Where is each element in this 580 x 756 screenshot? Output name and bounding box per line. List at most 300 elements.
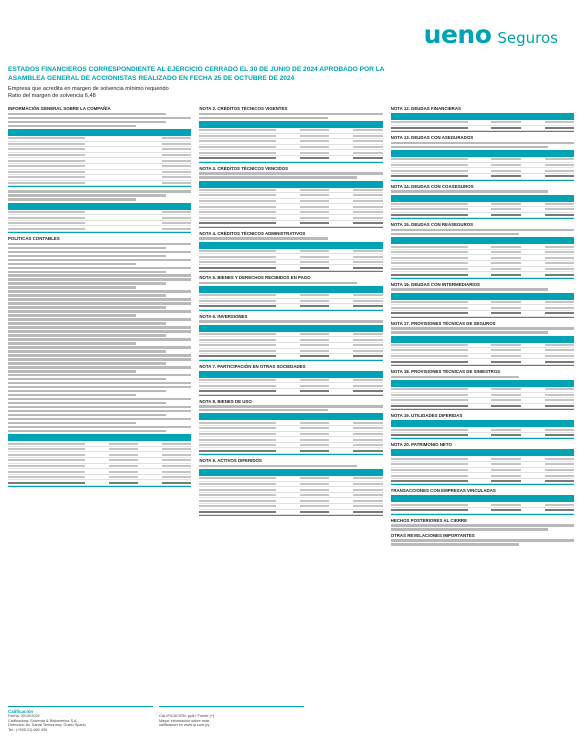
- table-cell: [162, 228, 191, 230]
- table-cell: [8, 165, 85, 167]
- text-line: [8, 318, 191, 320]
- ueno-seguros-logo: [424, 20, 558, 49]
- table-cell: [199, 444, 276, 446]
- table-row: [199, 389, 382, 395]
- text-line: [8, 390, 166, 392]
- table-cell: [300, 344, 329, 346]
- table-cell: [391, 405, 468, 407]
- table-row: [391, 272, 574, 278]
- table-cell: [491, 349, 520, 351]
- table-cell: [353, 390, 382, 392]
- table-cell: [491, 469, 520, 471]
- table-cell: [491, 262, 520, 264]
- table-header: [199, 181, 382, 188]
- table-cell: [545, 394, 574, 396]
- text-line: [391, 376, 519, 378]
- table-cell: [162, 137, 191, 139]
- table-cell: [491, 203, 520, 205]
- table-cell: [199, 256, 276, 258]
- text-line: [8, 426, 191, 428]
- table-row: [391, 508, 574, 514]
- table-row: [8, 226, 191, 232]
- table-cell: [391, 262, 468, 264]
- table-cell: [300, 511, 329, 513]
- table-cell: [353, 422, 382, 424]
- table-cell: [353, 379, 382, 381]
- table-header: [199, 286, 382, 293]
- column-1: [8, 104, 191, 694]
- table-cell: [199, 222, 276, 224]
- table-cell: [109, 471, 138, 473]
- text-line: [8, 198, 136, 200]
- table-cell: [8, 222, 85, 224]
- text-line: [8, 194, 166, 196]
- table-cell: [545, 429, 574, 431]
- table-cell: [391, 307, 468, 309]
- table-cell: [391, 251, 468, 253]
- table-row: [199, 354, 382, 360]
- table-header: [199, 469, 382, 476]
- table-cell: [391, 469, 468, 471]
- table-cell: [199, 511, 276, 513]
- table-cell: [353, 140, 382, 142]
- logo-sub: Seguros: [497, 29, 558, 47]
- table-cell: [353, 333, 382, 335]
- text-line: [8, 414, 166, 416]
- rating-more-info: Mayor información sobre esta: [159, 718, 210, 723]
- table-cell: [300, 450, 329, 452]
- column-2: [199, 104, 382, 694]
- table-cell: [353, 305, 382, 307]
- section-heading: NOTA 19. UTILIDADES DIFERIDAS: [390, 413, 463, 419]
- table-cell: [300, 250, 329, 252]
- table-row: [8, 480, 191, 486]
- table-row: [391, 174, 574, 180]
- table-cell: [162, 148, 191, 150]
- table-cell: [353, 344, 382, 346]
- table-header: [391, 420, 574, 427]
- section-heading: INFORMACIÓN GENERAL SOBRE LA COMPAÑÍA: [8, 106, 111, 111]
- table-cell: [162, 222, 191, 224]
- table-cell: [391, 214, 468, 216]
- table-cell: [199, 344, 276, 346]
- table-cell: [353, 500, 382, 502]
- text-line: [8, 278, 191, 280]
- table: [391, 195, 574, 220]
- table-cell: [300, 379, 329, 381]
- table-cell: [300, 505, 329, 507]
- text-line: [8, 274, 191, 276]
- table-cell: [199, 333, 276, 335]
- table-cell: [353, 206, 382, 208]
- table-cell: [491, 463, 520, 465]
- table-cell: [353, 385, 382, 387]
- table-cell: [391, 246, 468, 248]
- table-cell: [353, 350, 382, 352]
- table-cell: [300, 483, 329, 485]
- table-cell: [109, 476, 138, 478]
- table-cell: [491, 399, 520, 401]
- table-cell: [199, 489, 276, 491]
- table-cell: [353, 339, 382, 341]
- table-row: [391, 359, 574, 365]
- table-cell: [391, 509, 468, 511]
- text-line: [8, 247, 166, 249]
- rating-agency: Calificadora: Solventa & Riskmetrica S.A.: [8, 718, 78, 723]
- table-cell: [491, 344, 520, 346]
- table-cell: [545, 268, 574, 270]
- table-cell: [8, 459, 85, 461]
- table-cell: [300, 433, 329, 435]
- text-line: [8, 251, 191, 253]
- section-heading: NOTA 12. DEUDAS FINANCIERAS: [390, 106, 461, 111]
- table-cell: [300, 157, 329, 159]
- document-subtitle: [8, 86, 169, 100]
- table-cell: [545, 312, 574, 314]
- section-heading: NOTA 4. CRÉDITOS TÉCNICOS ADMINISTRATIVOS: [199, 230, 306, 236]
- table-cell: [391, 463, 468, 465]
- table-cell: [353, 444, 382, 446]
- table-cell: [199, 433, 276, 435]
- table: [8, 434, 191, 487]
- table-cell: [8, 482, 85, 484]
- table-cell: [391, 475, 468, 477]
- table: [199, 181, 382, 228]
- table-cell: [491, 361, 520, 363]
- table-cell: [300, 494, 329, 496]
- section-heading: TRANSACCIONES CON EMPRESAS VINCULADAS: [390, 488, 496, 494]
- table: [199, 325, 382, 361]
- text-line: [8, 306, 166, 308]
- table-header: [199, 121, 382, 128]
- table-cell: [199, 483, 276, 485]
- table-cell: [199, 267, 276, 269]
- table-cell: [300, 444, 329, 446]
- table-cell: [353, 211, 382, 213]
- table-cell: [491, 394, 520, 396]
- table-cell: [199, 439, 276, 441]
- table-cell: [199, 211, 276, 213]
- text-line: [199, 117, 327, 119]
- table-cell: [491, 509, 520, 511]
- table-cell: [353, 152, 382, 154]
- table-cell: [300, 222, 329, 224]
- table-cell: [545, 203, 574, 205]
- table-cell: [391, 274, 468, 276]
- table-cell: [353, 222, 382, 224]
- table-cell: [491, 274, 520, 276]
- text-line: [8, 422, 136, 424]
- text-line: [8, 354, 191, 356]
- table-row: [391, 404, 574, 410]
- table-cell: [391, 480, 468, 482]
- table-cell: [300, 140, 329, 142]
- text-line: [8, 310, 191, 312]
- table: [199, 413, 382, 455]
- table-cell: [199, 390, 276, 392]
- table-cell: [8, 476, 85, 478]
- table-cell: [8, 137, 85, 139]
- table-cell: [199, 350, 276, 352]
- table-cell: [353, 433, 382, 435]
- table-row: [199, 510, 382, 516]
- text-line: [8, 358, 191, 360]
- table-cell: [162, 182, 191, 184]
- table-row: [199, 221, 382, 227]
- table-row: [8, 181, 191, 187]
- table-cell: [491, 458, 520, 460]
- table-cell: [491, 301, 520, 303]
- text-line: [391, 528, 549, 530]
- table-cell: [545, 170, 574, 172]
- text-line: [391, 539, 574, 541]
- table-cell: [353, 511, 382, 513]
- table-row: [391, 311, 574, 317]
- table-header: [199, 325, 382, 332]
- table-cell: [109, 465, 138, 467]
- table-cell: [391, 434, 468, 436]
- table-cell: [8, 443, 85, 445]
- rating-result-block: [159, 706, 304, 736]
- table-cell: [300, 390, 329, 392]
- table-cell: [199, 500, 276, 502]
- text-line: [8, 362, 166, 364]
- section-heading: NOTA 8. BIENES DE USO: [199, 398, 252, 404]
- table-header: [391, 380, 574, 387]
- table-header: [8, 203, 191, 210]
- table-cell: [199, 339, 276, 341]
- table-cell: [353, 489, 382, 491]
- table-row: [199, 265, 382, 271]
- table-cell: [8, 448, 85, 450]
- table-cell: [199, 261, 276, 263]
- table-cell: [199, 206, 276, 208]
- table-cell: [199, 494, 276, 496]
- text-line: [8, 298, 191, 300]
- table-cell: [545, 469, 574, 471]
- table-row: [391, 479, 574, 485]
- table-cell: [391, 504, 468, 506]
- table-cell: [391, 257, 468, 259]
- table-cell: [391, 175, 468, 177]
- text-line: [8, 402, 166, 404]
- rating-label: Calificación: [8, 709, 34, 714]
- table-cell: [391, 361, 468, 363]
- text-line: [8, 117, 191, 119]
- table-cell: [545, 509, 574, 511]
- table-cell: [353, 477, 382, 479]
- table-cell: [353, 189, 382, 191]
- table: [199, 469, 382, 516]
- table: [391, 150, 574, 180]
- table-cell: [300, 135, 329, 137]
- text-line: [8, 271, 166, 273]
- table-cell: [391, 127, 468, 129]
- table-cell: [545, 388, 574, 390]
- section-heading: NOTA 7. PARTICIPACIÓN EN OTRAS SOCIEDADES: [199, 363, 306, 369]
- table-cell: [162, 454, 191, 456]
- table-cell: [162, 443, 191, 445]
- table-cell: [545, 158, 574, 160]
- table-cell: [300, 300, 329, 302]
- text-line: [391, 327, 574, 329]
- table-cell: [300, 152, 329, 154]
- table-cell: [491, 307, 520, 309]
- text-line: [8, 334, 166, 336]
- table: [199, 242, 382, 272]
- text-line: [8, 255, 166, 257]
- table-cell: [199, 152, 276, 154]
- table-cell: [300, 385, 329, 387]
- table-cell: [391, 429, 468, 431]
- rating-block: [8, 706, 153, 736]
- table-cell: [199, 194, 276, 196]
- table-cell: [199, 129, 276, 131]
- table-cell: [545, 475, 574, 477]
- text-line: [199, 113, 382, 115]
- table-cell: [491, 208, 520, 210]
- table-cell: [8, 176, 85, 178]
- section-heading: NOTA 18. PROVISIONES TÉCNICAS DE SINIESTROS: [390, 368, 501, 374]
- table: [199, 121, 382, 163]
- table-cell: [8, 160, 85, 162]
- table-cell: [391, 344, 468, 346]
- table-cell: [491, 434, 520, 436]
- text-line: [8, 322, 166, 324]
- table-cell: [162, 482, 191, 484]
- section-heading: NOTA 9. ACTIVOS DIFERIDOS: [199, 458, 262, 464]
- table-cell: [162, 448, 191, 450]
- text-line: [8, 190, 191, 192]
- section-heading: NOTA 16. DEUDAS CON INTERMEDIARIOS: [390, 281, 480, 287]
- table-cell: [300, 489, 329, 491]
- text-line: [8, 330, 191, 332]
- table-cell: [391, 208, 468, 210]
- text-line: [8, 406, 191, 408]
- table-cell: [199, 305, 276, 307]
- table-cell: [491, 170, 520, 172]
- table-cell: [8, 454, 85, 456]
- rating-website: calificación en www.ip.com.py.: [159, 723, 210, 728]
- table-cell: [199, 294, 276, 296]
- text-line: [391, 288, 549, 290]
- table-cell: [353, 129, 382, 131]
- table-cell: [353, 439, 382, 441]
- table-cell: [8, 217, 85, 219]
- table-cell: [199, 427, 276, 429]
- table-cell: [353, 294, 382, 296]
- table: [391, 495, 574, 514]
- text-line: [391, 524, 574, 526]
- table-cell: [109, 454, 138, 456]
- table-cell: [162, 217, 191, 219]
- table-cell: [300, 267, 329, 269]
- text-line: [199, 237, 327, 239]
- table-cell: [491, 480, 520, 482]
- table-cell: [162, 171, 191, 173]
- text-line: [8, 263, 136, 265]
- section-heading: OTRAS REVELACIONES IMPORTANTES: [390, 532, 475, 538]
- text-line: [8, 342, 136, 344]
- table-cell: [162, 465, 191, 467]
- table-row: [391, 213, 574, 219]
- table-cell: [545, 274, 574, 276]
- table-header: [199, 371, 382, 378]
- text-line: [8, 121, 166, 123]
- table-cell: [491, 504, 520, 506]
- table-cell: [545, 251, 574, 253]
- table-cell: [353, 157, 382, 159]
- section-heading: NOTA 2. CRÉDITOS TÉCNICOS VIGENTES: [199, 106, 288, 111]
- table-cell: [353, 494, 382, 496]
- table-cell: [199, 157, 276, 159]
- table-cell: [8, 182, 85, 184]
- text-line: [199, 172, 382, 174]
- table-cell: [491, 429, 520, 431]
- text-line: [8, 259, 191, 261]
- column-3: [391, 104, 574, 694]
- section-heading: NOTA 13. DEUDAS CON ASEGURADOS: [390, 135, 474, 141]
- table-cell: [391, 164, 468, 166]
- table-cell: [545, 246, 574, 248]
- table-cell: [353, 505, 382, 507]
- text-line: [8, 430, 166, 432]
- table-cell: [353, 300, 382, 302]
- table-cell: [199, 355, 276, 357]
- table-header: [391, 449, 574, 456]
- table-cell: [391, 349, 468, 351]
- table-cell: [391, 312, 468, 314]
- table-cell: [300, 333, 329, 335]
- table-cell: [391, 399, 468, 401]
- table-cell: [391, 121, 468, 123]
- signature-blocks: [8, 706, 304, 736]
- table: [391, 293, 574, 318]
- text-line: [8, 410, 191, 412]
- table-cell: [491, 268, 520, 270]
- section-heading: NOTA 17. PROVISIONES TÉCNICAS DE SEGUROS: [390, 320, 496, 326]
- table-cell: [545, 458, 574, 460]
- text-line: [8, 366, 191, 368]
- table: [199, 286, 382, 311]
- table-cell: [545, 301, 574, 303]
- solvency-note: Empresa que acredita en margen de solvencia mínimo requerido: [8, 86, 169, 92]
- table: [391, 336, 574, 366]
- table-cell: [162, 211, 191, 213]
- table-cell: [199, 189, 276, 191]
- table: [391, 420, 574, 439]
- table-cell: [8, 143, 85, 145]
- table-cell: [545, 175, 574, 177]
- text-line: [391, 229, 574, 231]
- table-cell: [199, 422, 276, 424]
- table-header: [391, 195, 574, 202]
- table-cell: [300, 427, 329, 429]
- table-header: [391, 150, 574, 157]
- table-cell: [300, 305, 329, 307]
- table-cell: [300, 261, 329, 263]
- table-cell: [353, 267, 382, 269]
- text-line: [8, 338, 191, 340]
- table-cell: [300, 256, 329, 258]
- table-cell: [300, 146, 329, 148]
- table-cell: [545, 208, 574, 210]
- text-line: [391, 142, 574, 144]
- table-cell: [109, 448, 138, 450]
- table-row: [199, 156, 382, 162]
- table-cell: [391, 203, 468, 205]
- table-cell: [545, 121, 574, 123]
